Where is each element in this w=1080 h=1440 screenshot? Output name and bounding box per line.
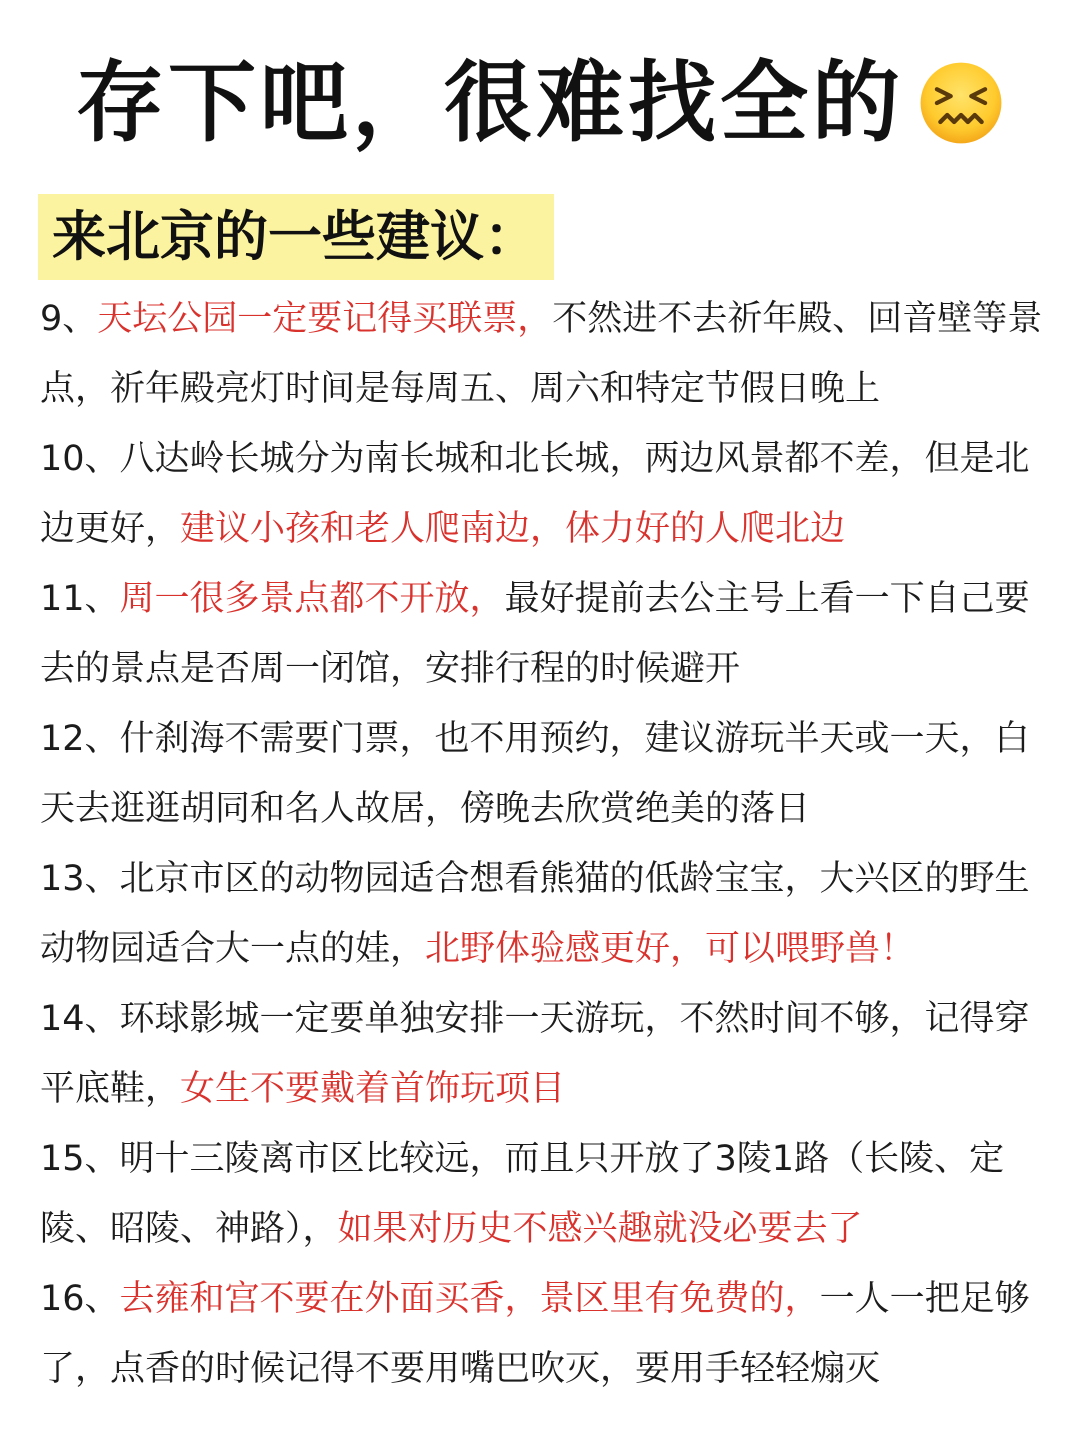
tip-highlight: 天坛公园一定要记得买联票， xyxy=(97,299,553,339)
tip-text: 11、 xyxy=(40,579,120,619)
tip-highlight: 建议小孩和老人爬南边，体力好的人爬北边 xyxy=(180,509,846,549)
tip-text: 13、北京市区的动物园适合想看熊猫的低龄宝宝，大兴区的野生动物园适合大一点的娃， xyxy=(40,859,1030,969)
tip-highlight: 如果对历史不感兴趣就没必要去了 xyxy=(337,1209,863,1249)
tip-text: 不然进不去祈年殿、回音壁等景点，祈年殿亮灯时间是每周五、周六和特定节假日晚上 xyxy=(40,299,1043,409)
confounded-face-icon xyxy=(918,60,1004,146)
section-heading: 来北京的一些建议： xyxy=(52,205,538,268)
tip-highlight: 北野体验感更好，可以喂野兽！ xyxy=(425,929,916,969)
tip-text: 14、环球影城一定要单独安排一天游玩，不然时间不够，记得穿平底鞋， xyxy=(40,999,1030,1109)
tip-item-10 xyxy=(40,424,1050,564)
tips-list xyxy=(40,284,1050,1404)
tip-highlight: 女生不要戴着首饰玩项目 xyxy=(180,1069,566,1109)
section-heading-highlight xyxy=(38,194,554,280)
tip-text: 10、八达岭长城分为南长城和北长城，两边风景都不差，但是北边更好， xyxy=(40,439,1030,549)
tip-text: 9、 xyxy=(40,299,98,339)
tip-item-13 xyxy=(40,844,1050,984)
tip-text: 12、什刹海不需要门票，也不用预约，建议游玩半天或一天，白天去逛逛胡同和名人故居，傍晚去欣赏绝美的落日 xyxy=(40,719,1030,829)
tip-highlight: 周一很多景点都不开放， xyxy=(119,579,505,619)
tip-item-16 xyxy=(40,1264,1050,1404)
tip-item-15 xyxy=(40,1124,1050,1264)
title-row xyxy=(0,48,1080,158)
tip-item-11 xyxy=(40,564,1050,704)
tip-item-9 xyxy=(40,284,1050,424)
tip-item-12 xyxy=(40,704,1050,844)
tip-text: 15、明十三陵离市区比较远，而且只开放了3陵1路（长陵、定陵、昭陵、神路）， xyxy=(40,1139,1005,1249)
page-title: 存下吧，很难找全的 xyxy=(75,51,904,154)
tip-text: 一人一把足够了，点香的时候记得不要用嘴巴吹灭，要用手轻轻煽灭 xyxy=(40,1279,1030,1389)
tip-text: 最好提前去公主号上看一下自己要去的景点是否周一闭馆，安排行程的时候避开 xyxy=(40,579,1030,689)
tip-item-14 xyxy=(40,984,1050,1124)
tip-text: 16、 xyxy=(40,1279,120,1319)
tip-highlight: 去雍和宫不要在外面买香，景区里有免费的， xyxy=(119,1279,820,1319)
